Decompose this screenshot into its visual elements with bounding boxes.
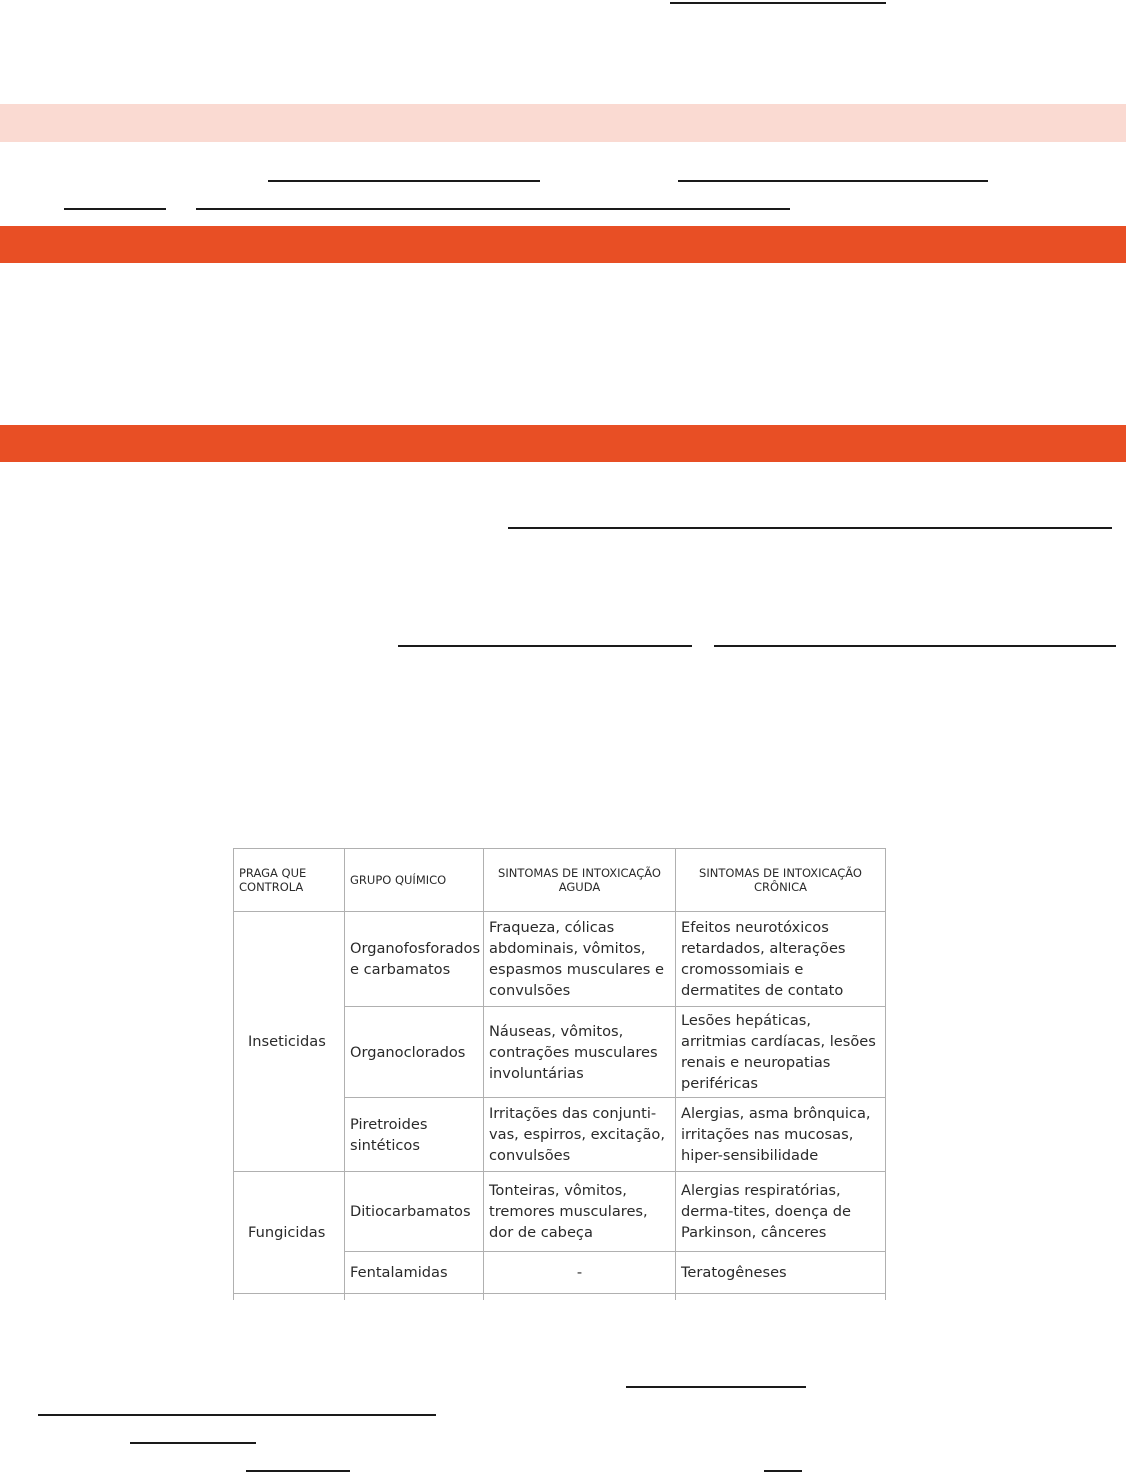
table-row xyxy=(234,912,886,1007)
table-row-continuation xyxy=(234,1294,886,1301)
header-cronica: SINTOMAS DE INTOXICAÇÃO CRÔNICA xyxy=(676,849,886,912)
table-header-row xyxy=(234,849,886,912)
underline xyxy=(196,208,790,210)
praga-cell: Inseticidas xyxy=(234,912,345,1172)
underline xyxy=(268,180,540,182)
cronica-cell: Alergias respiratórias, derma-tites, doença de Parkinson, cânceres xyxy=(676,1172,886,1252)
underline xyxy=(678,180,988,182)
aguda-cell: Tonteiras, vômitos, tremores musculares, dor de cabeça xyxy=(484,1172,676,1252)
underline xyxy=(764,1470,802,1472)
grupo-cell: Ditiocarbamatos xyxy=(345,1172,484,1252)
underline xyxy=(714,645,1116,647)
header-praga: PRAGA QUE CONTROLA xyxy=(234,849,345,912)
underline xyxy=(38,1414,436,1416)
underline xyxy=(398,645,692,647)
aguda-cell: Irritações das conjunti-vas, espirros, excitação, convulsões xyxy=(484,1098,676,1172)
underline xyxy=(64,208,166,210)
header-grupo: GRUPO QUÍMICO xyxy=(345,849,484,912)
grupo-cell: Organoclorados xyxy=(345,1007,484,1098)
section-band xyxy=(0,425,1126,462)
cronica-cell: Teratogêneses xyxy=(676,1252,886,1294)
table-row xyxy=(234,1172,886,1252)
underline xyxy=(670,2,886,4)
highlight-band xyxy=(0,104,1126,142)
cronica-cell: Alergias, asma brônquica, irritações nas mucosas, hiper-sensibilidade xyxy=(676,1098,886,1172)
underline xyxy=(246,1470,350,1472)
grupo-cell: Fentalamidas xyxy=(345,1252,484,1294)
section-band xyxy=(0,226,1126,263)
toxicity-table xyxy=(233,848,886,1300)
grupo-cell: Organofosforados e carbamatos xyxy=(345,912,484,1007)
aguda-cell: Náuseas, vômitos, contrações musculares involuntárias xyxy=(484,1007,676,1098)
underline xyxy=(508,527,1112,529)
aguda-cell: - xyxy=(484,1252,676,1294)
aguda-cell: Fraqueza, cólicas abdominais, vômitos, espasmos musculares e convulsões xyxy=(484,912,676,1007)
underline xyxy=(626,1386,806,1388)
underline xyxy=(130,1442,256,1444)
cronica-cell: Lesões hepáticas, arritmias cardíacas, lesões renais e neuropatias periféricas xyxy=(676,1007,886,1098)
praga-cell: Fungicidas xyxy=(234,1172,345,1294)
grupo-cell: Piretroides sintéticos xyxy=(345,1098,484,1172)
header-aguda: SINTOMAS DE INTOXICAÇÃO AGUDA xyxy=(484,849,676,912)
cronica-cell: Efeitos neurotóxicos retardados, alterações cromossomiais e dermatites de contato xyxy=(676,912,886,1007)
